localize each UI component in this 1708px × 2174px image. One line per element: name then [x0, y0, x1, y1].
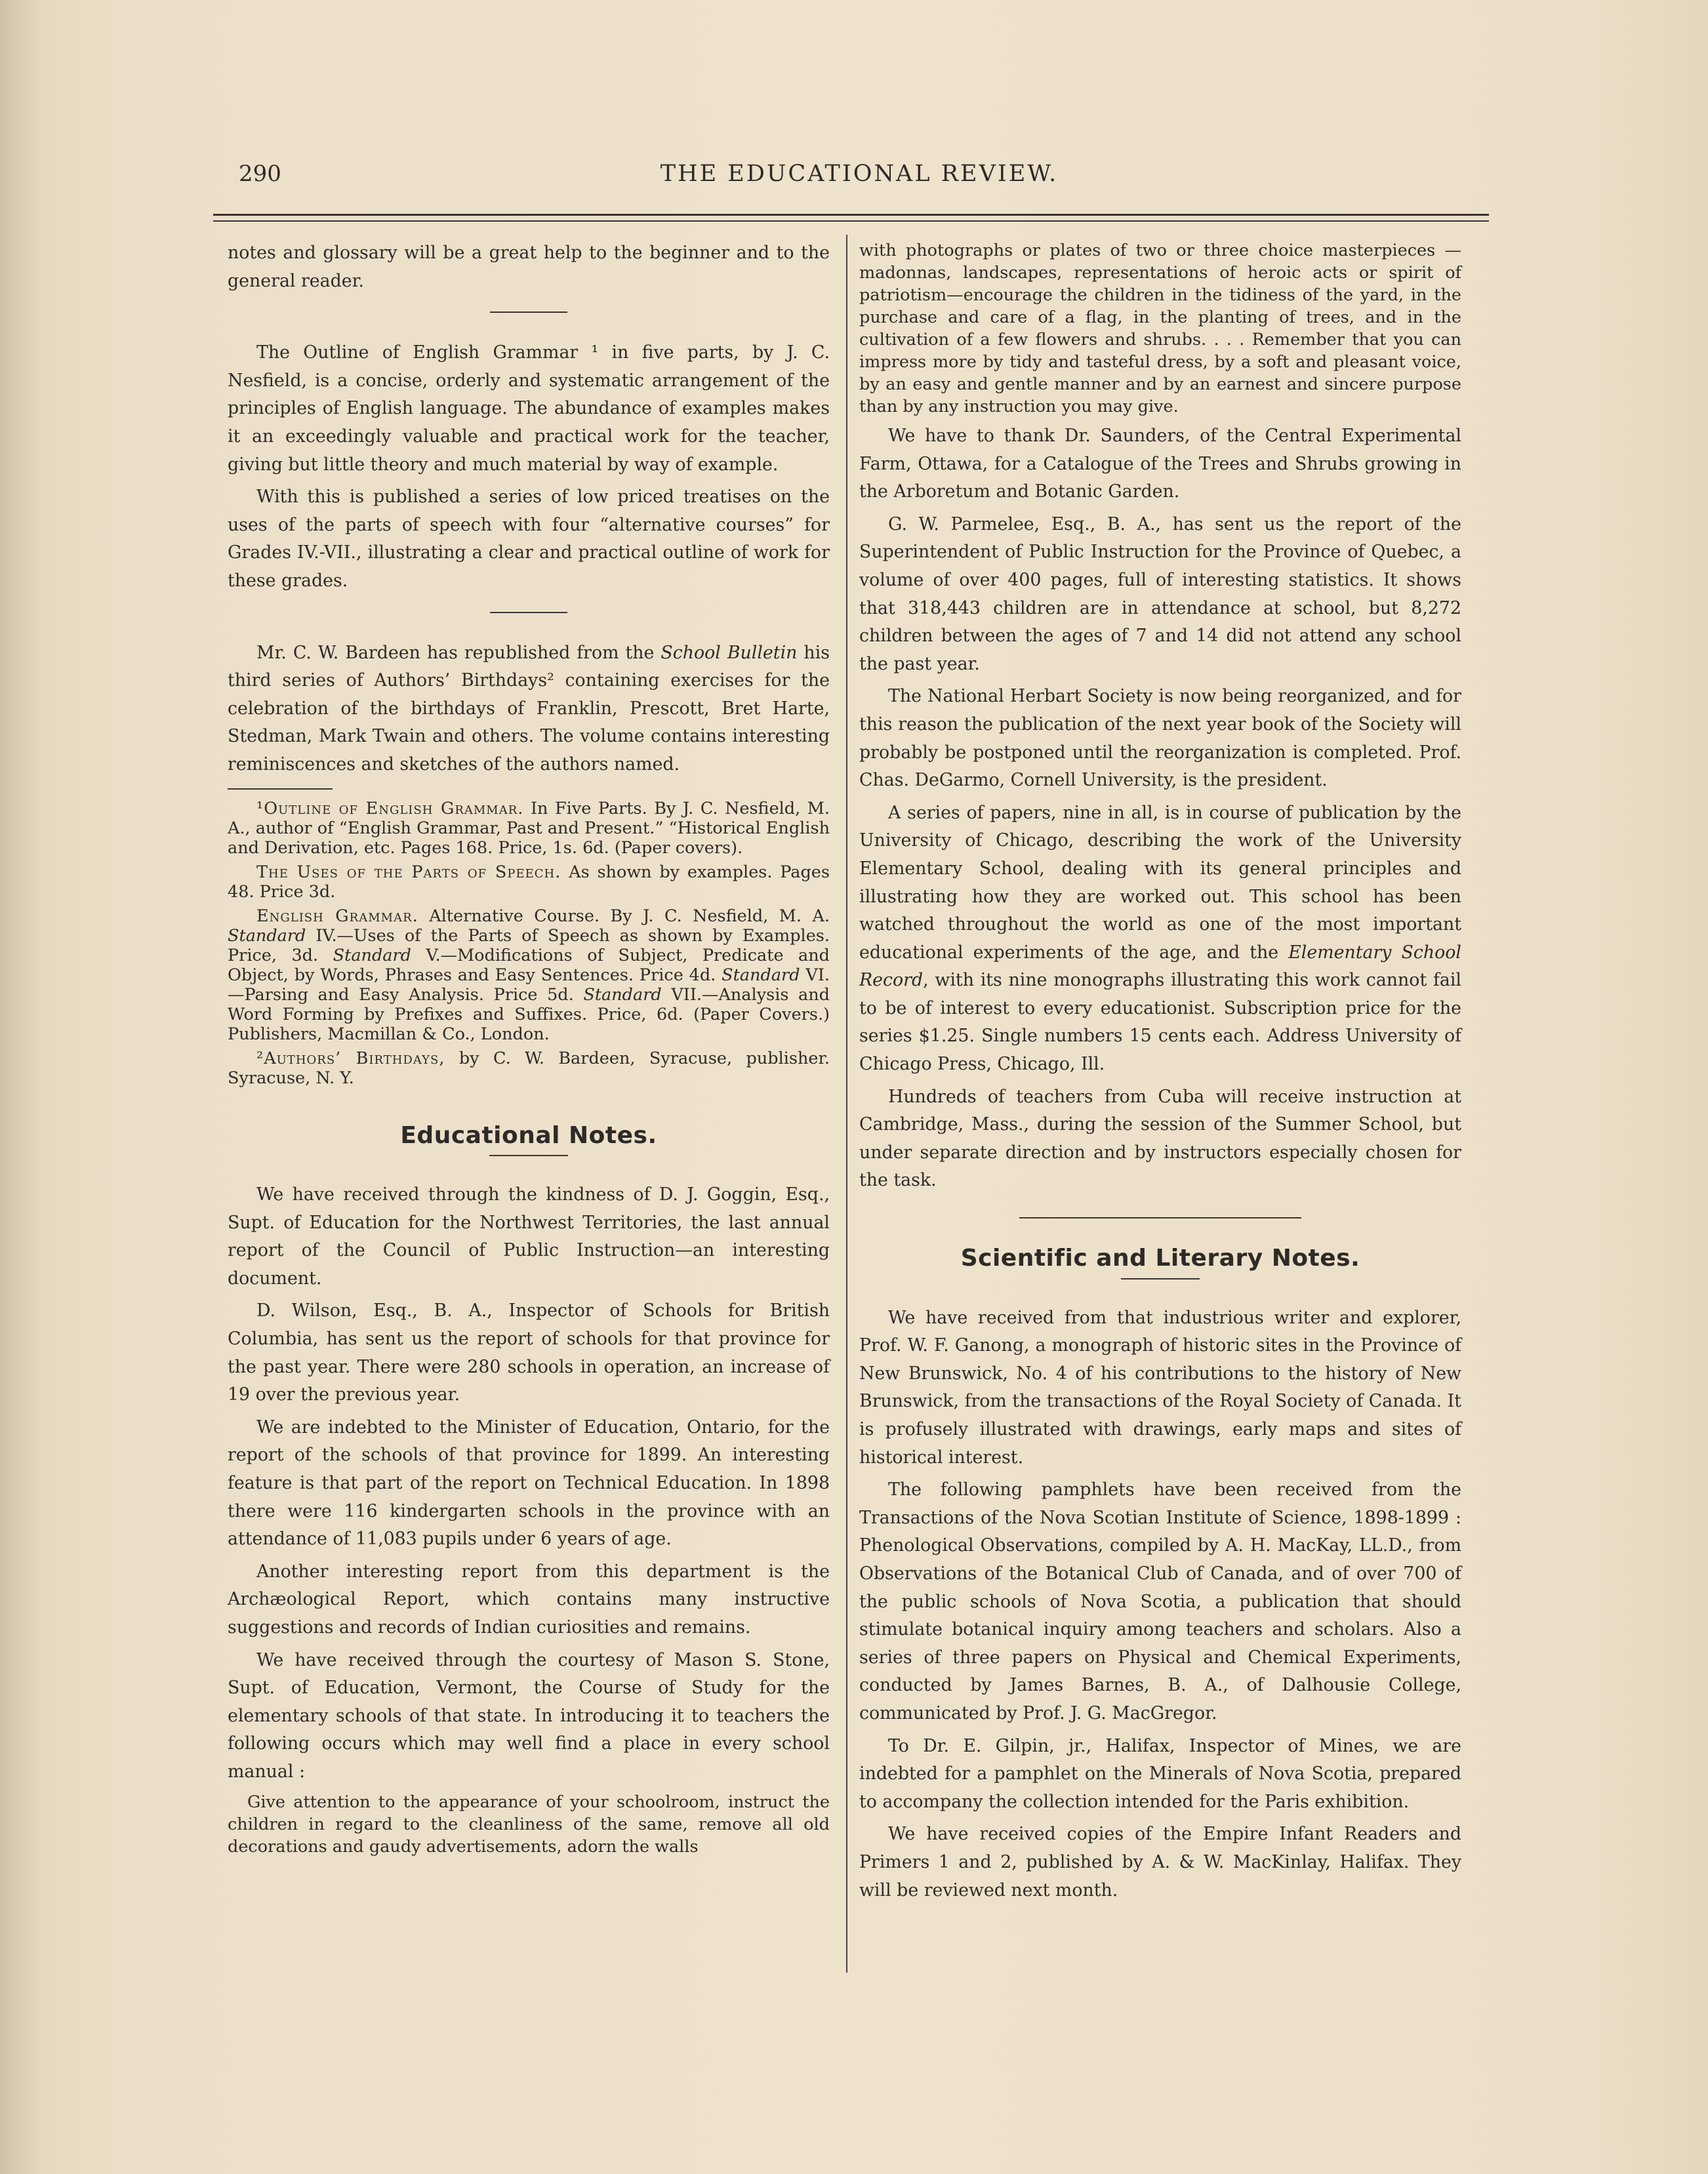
footnote-title: ²Authors’ Birthdays,: [256, 1048, 445, 1068]
paragraph: We have received through the kindness of D. J. Goggin, Esq., Supt. of Education for the Northwest Territories, the last annual report of the Council of Public Instruction—an interesting document.: [228, 1184, 830, 1289]
text-run: by C. W. Bardeen, Syracuse, publisher. Syracuse, N. Y.: [228, 1048, 830, 1088]
text-run: As shown by examples. Pages 48. Price 3d.: [228, 862, 830, 902]
separator: [1019, 1217, 1301, 1218]
section-heading-educational-notes: Educational Notes.: [400, 1121, 657, 1149]
italic-title: School Bulletin: [661, 642, 798, 663]
paragraph: We have received copies of the Empire Infant Readers and Primers 1 and 2, published by A. & W. MacKinlay, Halifax. They will be reviewed next month.: [859, 1824, 1461, 1901]
page-header: [230, 161, 1489, 187]
paragraph: With this is published a series of low priced treatises on the uses of the parts of speech with four “alternative courses” for Grades IV.-VII., illustrating a clear and practical outline of work for these grades.: [228, 487, 830, 591]
text-run: V.—Modifications of Subject, Predicate and Object, by Words, Phrases and Easy Sentences. Price 4d.: [228, 945, 830, 985]
text-run: VI.—Parsing and Easy Analysis. Price 5d.: [228, 965, 830, 1005]
paragraph: The following pamphlets have been received from the Transactions of the Nova Scotian Institute of Science, 1898-1899 : Phenological Observations, compiled by A. H. MacKay, LL.D., from Observations of the Botanical Club of Canada, and of over 700 of the public schools of Nova Scotia, a publication that should stimulate botanical inquiry among teachers and scholars. Also a series of three papers on Physical and Chemical Experiments, conducted by James Barnes, B. A., of Dalhousie College, communicated by Prof. J. G. MacGregor.: [859, 1480, 1461, 1723]
right-column: [859, 239, 1461, 1909]
text-run: Alternative Course. By J. C. Nesfield, M. A.: [418, 906, 830, 926]
footnote-title: The Uses of the Parts of Speech.: [256, 862, 561, 882]
italic-word: Standard: [583, 984, 662, 1005]
footnote: [228, 906, 830, 1044]
section-heading-scientific-literary-notes: Scientific and Literary Notes.: [960, 1245, 1360, 1272]
paragraph: Another interesting report from this department is the Archæological Report, which contains many instructive suggestions and records of Indian curiosities and remains.: [228, 1561, 830, 1638]
text-run: In Five Parts. By J. C. Nesfield, M. A., author of “English Grammar, Past and Present.” “Historical English and Derivation, etc. Pages 168. Price, 1s. 6d. (Paper covers).: [228, 798, 830, 858]
paragraph: D. Wilson, Esq., B. A., Inspector of Schools for British Columbia, has sent us the report of schools for that province for the past year. There were 280 schools in operation, an increase of 19 over the previous year.: [228, 1300, 830, 1405]
separator: [490, 312, 567, 313]
footnote: [228, 1049, 830, 1088]
paragraph: To Dr. E. Gilpin, jr., Halifax, Inspector of Mines, we are indebted for a pamphlet on the Minerals of Nova Scotia, prepared to accompany the collection intended for the Paris exhibition.: [859, 1735, 1461, 1812]
paragraph: We are indebted to the Minister of Education, Ontario, for the report of the schools of that province for 1899. An interesting feature is that part of the report on Technical Education. In 1898 there were 116 kindergarten schools in the province with an attendance of 11,083 pupils under 6 years of age.: [228, 1417, 830, 1550]
italic-title: Elementary School Record: [859, 942, 1461, 991]
paragraph: [228, 639, 830, 779]
page-number: 290: [239, 161, 281, 187]
text-run: his third series of Authors’ Birthdays² containing exercises for the celebration of the birthdays of Franklin, Prescott, Bret Harte, Stedman, Mark Twain and others. The volume contains interesting reminiscences and sketches of the authors named.: [228, 642, 830, 775]
separator: [489, 1155, 568, 1156]
paragraph: Hundreds of teachers from Cuba will receive instruction at Cambridge, Mass., during the session of the Summer School, but under separate direction and by instructors especially chosen for the task.: [859, 1086, 1461, 1191]
quotation: Give attention to the appearance of your schoolroom, instruct the children in regard to the cleanliness of the same, remove all old decorations and gaudy advertisements, adorn the walls: [228, 1792, 830, 1857]
italic-word: Standard: [228, 925, 306, 946]
paragraph: We have received from that industrious writer and explorer, Prof. W. F. Ganong, a monograph of historic sites in the Province of New Brunswick, No. 4 of his contributions to the history of New Brunswick, from the transactions of the Royal Society of Canada. It is profusely illustrated with drawings, early maps and sites of historical interest.: [859, 1307, 1461, 1468]
text-run: VII.—Analysis and Word Forming by Prefixes and Suffixes. Price, 6d. (Paper Covers.) Publishers, Macmillan & Co., London.: [228, 984, 830, 1044]
footnote-title: English Grammar.: [256, 906, 418, 926]
text-run: IV.—Uses of the Parts of Speech as shown by Examples. Price, 3d.: [228, 925, 830, 965]
footnote-rule: [228, 788, 333, 790]
header-rule: [213, 214, 1489, 216]
paragraph: notes and glossary will be a great help to the beginner and to the general reader.: [228, 243, 830, 291]
running-head: THE EDUCATIONAL REVIEW.: [660, 161, 1059, 187]
paragraph: [859, 799, 1461, 1079]
footnote: [228, 799, 830, 858]
text-run: Mr. C. W. Bardeen has republished from the: [256, 642, 661, 663]
text-run: , with its nine monographs illustrating this work cannot fail to be of interest to every educationist. Subscription price for the series $1.25. Single numbers 15 cents each. Address University of Chicago Press, Chicago, Ill.: [859, 970, 1461, 1075]
footnote-title: ¹Outline of English Grammar.: [256, 798, 524, 818]
italic-word: Standard: [722, 965, 800, 985]
footnote: [228, 862, 830, 902]
paragraph: We have to thank Dr. Saunders, of the Central Experimental Farm, Ottawa, for a Catalogue of the Trees and Shrubs growing in the Arboretum and Botanic Garden.: [859, 426, 1461, 502]
italic-word: Standard: [333, 945, 411, 965]
left-column: [228, 239, 830, 1862]
header-rule-thin: [213, 220, 1489, 222]
column-divider: [846, 235, 847, 1973]
text-run: A series of papers, nine in all, is in course of publication by the University of Chicago, describing the work of the University Elementary School, dealing with its general principles and illustrating how they are worked out. This school has been watched throughout the world as one of the most important educational experiments of the age, and the: [859, 802, 1461, 963]
paragraph: The National Herbart Society is now being reorganized, and for this reason the publication of the next year book of the Society will probably be postponed until the reorganization is completed. Prof. Chas. DeGarmo, Cornell University, is the president.: [859, 686, 1461, 791]
separator: [1121, 1278, 1200, 1279]
paragraph: We have received through the courtesy of Mason S. Stone, Supt. of Education, Vermont, the Course of Study for the elementary schools of that state. In introducing it to teachers the following occurs which may well find a place in every school manual :: [228, 1649, 830, 1782]
paragraph: The Outline of English Grammar ¹ in five parts, by J. C. Nesfield, is a concise, orderly and systematic arrangement of the principles of English language. The abundance of examples makes it an exceedingly valuable and practical work for the teacher, giving but little theory and much material by way of example.: [228, 342, 830, 475]
quotation: with photographs or plates of two or three choice masterpieces —madonnas, landscapes, representations of heroic acts or spirit of patriotism—encourage the children in the tidiness of the yard, in the purchase and care of a flag, in the planting of trees, and in the cultivation of a few flowers and shrubs. . . . Remember that you can impress more by tidy and tasteful dress, by a soft and pleasant voice, by an easy and gentle manner and by an earnest and sincere purpose than by any instruction you may give.: [859, 241, 1461, 416]
paragraph: G. W. Parmelee, Esq., B. A., has sent us the report of the Superintendent of Public Instruction for the Province of Quebec, a volume of over 400 pages, full of interesting statistics. It shows that 318,443 children are in attendance at school, but 8,272 children between the ages of 7 and 14 did not attend any school the past year.: [859, 513, 1461, 674]
separator: [490, 612, 567, 613]
